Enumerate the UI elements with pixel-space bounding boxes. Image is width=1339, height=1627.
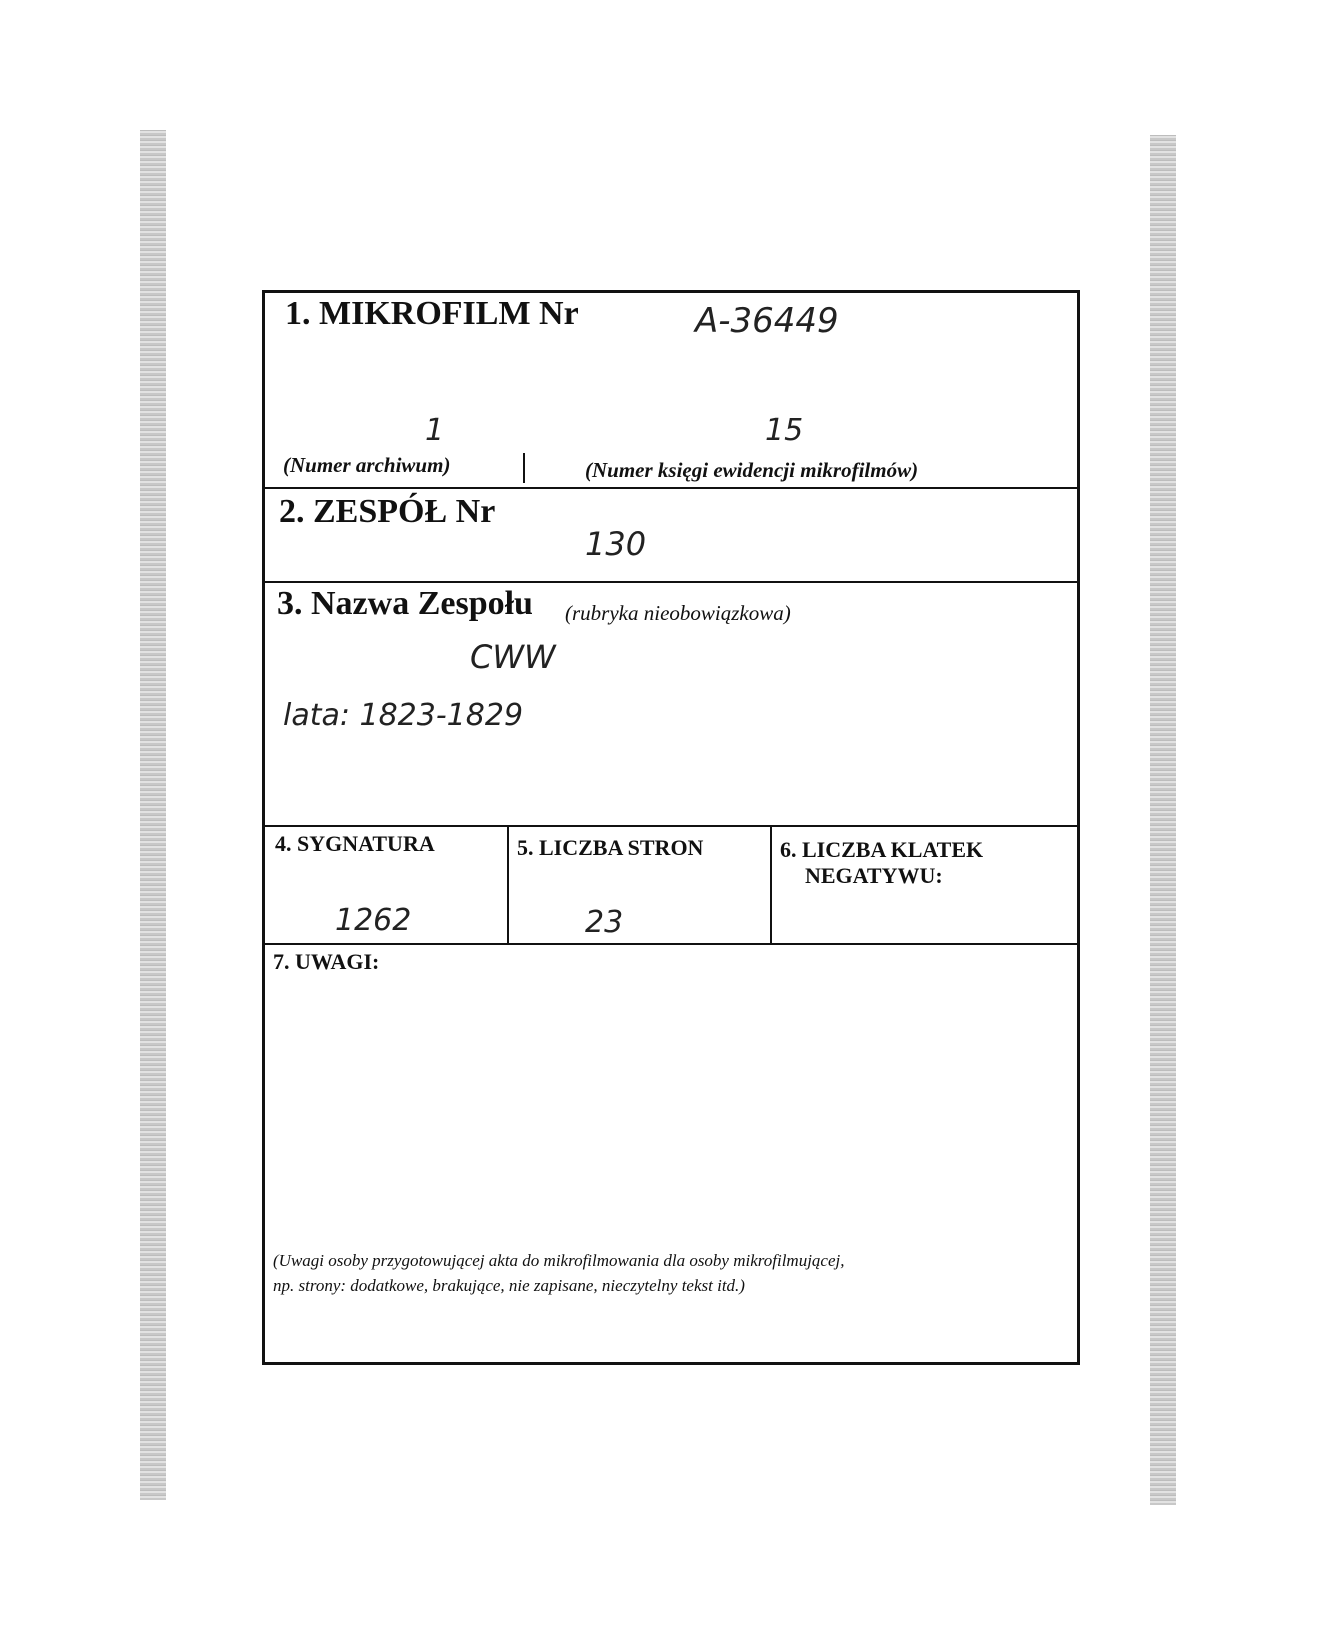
register-number-value: 15 [765,413,804,448]
mikrofilm-value: A-36449 [695,301,839,341]
divider [507,825,509,943]
zespol-value: 130 [585,525,647,563]
register-number-label: (Numer księgi ewidencji mikrofilmów) [585,458,919,482]
archive-number-value: 1 [425,413,445,448]
divider [265,487,1077,489]
liczba-klatek-label: 6. LICZBA KLATEK [780,837,984,862]
mikrofilm-label: 1. MIKROFILM Nr [285,295,579,332]
uwagi-note-line2: np. strony: dodatkowe, brakujące, nie zapisane, nieczytelny tekst itd.) [273,1276,745,1295]
microfilm-form [262,290,1080,1365]
divider [265,581,1077,583]
uwagi-note-line1: (Uwagi osoby przygotowującej akta do mikrofilmowania dla osoby mikrofilmującej, [273,1251,845,1270]
liczba-stron-label: 5. LICZBA STRON [517,835,704,860]
archive-number-label: (Numer archiwum) [283,453,451,477]
sygnatura-label: 4. SYGNATURA [275,831,435,856]
divider [265,943,1077,945]
uwagi-label: 7. UWAGI: [273,949,380,974]
nazwa-zespolu-label: 3. Nazwa Zespołu [277,585,533,622]
dates-value: lata: 1823-1829 [283,698,524,733]
liczba-stron-value: 23 [585,905,624,940]
zespol-label: 2. ZESPÓŁ Nr [279,493,496,530]
divider [770,825,772,943]
divider [265,825,1077,827]
scan-edge-left [140,130,166,1500]
divider [523,453,525,483]
nazwa-zespolu-value: CWW [470,638,556,676]
nazwa-zespolu-hint: (rubryka nieobowiązkowa) [565,601,791,625]
negatywu-label: NEGATYWU: [805,863,943,888]
scan-edge-right [1150,135,1176,1505]
sygnatura-value: 1262 [335,903,412,938]
